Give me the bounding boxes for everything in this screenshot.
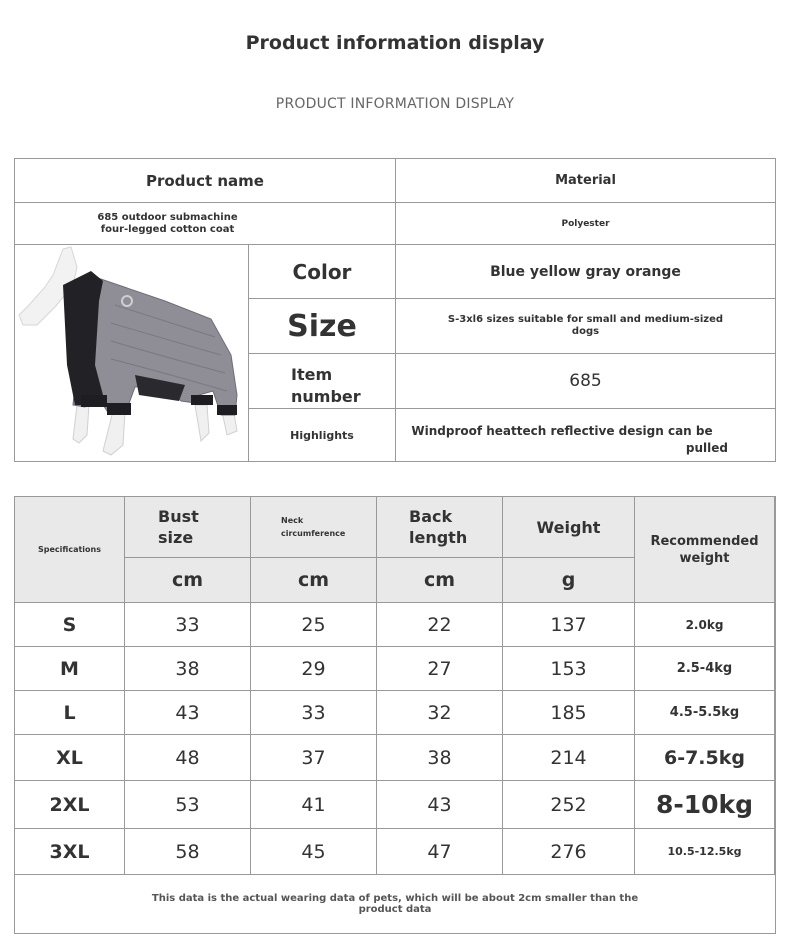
neck-header <box>251 497 377 558</box>
weight-unit: g <box>503 558 635 603</box>
bust-unit: cm <box>125 558 251 603</box>
table-cell-neck: 37 <box>251 735 377 781</box>
table-row-size: XL <box>15 735 125 781</box>
table-cell-bust: 53 <box>125 781 251 829</box>
table-row-size: 2XL <box>15 781 125 829</box>
table-cell-bust: 43 <box>125 691 251 735</box>
table-cell-bust: 58 <box>125 829 251 875</box>
table-cell-neck: 29 <box>251 647 377 691</box>
table-cell-back: 27 <box>377 647 503 691</box>
material-label: Material <box>555 173 616 188</box>
item-number-label <box>291 364 361 408</box>
table-cell-neck: 25 <box>251 603 377 647</box>
highlights-line2: pulled <box>685 441 728 455</box>
neck-line2: circumference <box>281 529 346 538</box>
item-label-line2: number <box>291 387 361 406</box>
item-label-line1: Item <box>291 365 333 384</box>
table-cell-weight: 137 <box>503 603 635 647</box>
table-cell-back: 47 <box>377 829 503 875</box>
size-label: Size <box>287 308 357 344</box>
table-cell-recommended: 2.5-4kg <box>635 647 775 691</box>
table-cell-recommended: 8-10kg <box>635 781 775 829</box>
size-value <box>396 299 775 353</box>
specifications-label: Specifications <box>15 497 125 603</box>
table-cell-recommended: 10.5-12.5kg <box>635 829 775 875</box>
weight-header: Weight <box>503 497 635 558</box>
table-cell-weight: 153 <box>503 647 635 691</box>
bust-line1: Bust <box>158 507 199 526</box>
table-cell-recommended: 2.0kg <box>635 603 775 647</box>
bust-header <box>125 497 251 558</box>
rec-line1: Recommended <box>650 533 759 549</box>
neck-line1: Neck <box>281 516 304 525</box>
table-cell-weight: 214 <box>503 735 635 781</box>
product-name-value <box>15 203 320 244</box>
product-name-line2: four-legged cotton coat <box>100 223 235 235</box>
table-cell-bust: 48 <box>125 735 251 781</box>
table-cell-bust: 38 <box>125 647 251 691</box>
page-subtitle: PRODUCT INFORMATION DISPLAY <box>275 96 515 112</box>
recommended-weight-header <box>635 497 775 603</box>
product-info-table <box>14 158 776 462</box>
product-name-line1: 685 outdoor submachine <box>97 211 238 223</box>
table-cell-weight: 276 <box>503 829 635 875</box>
table-row-size: 3XL <box>15 829 125 875</box>
color-value: Blue yellow gray orange <box>490 263 681 280</box>
highlights-value <box>396 423 728 457</box>
table-cell-bust: 33 <box>125 603 251 647</box>
size-value-line1: S-3xl6 sizes suitable for small and medium-sized <box>447 314 724 325</box>
table-cell-neck: 41 <box>251 781 377 829</box>
table-footnote <box>15 875 775 933</box>
page-title: Product information display <box>245 32 545 54</box>
back-line1: Back <box>409 507 453 526</box>
highlights-label: Highlights <box>290 428 354 442</box>
highlights-line1: Windproof heattech reflective design can be <box>411 424 713 438</box>
product-name-label: Product name <box>145 171 264 190</box>
footnote-line2: product data <box>358 904 432 915</box>
table-cell-back: 38 <box>377 735 503 781</box>
rec-line2: weight <box>679 550 730 566</box>
table-cell-neck: 33 <box>251 691 377 735</box>
table-cell-weight: 252 <box>503 781 635 829</box>
table-row-size: M <box>15 647 125 691</box>
back-length-header <box>377 497 503 558</box>
table-cell-recommended: 6-7.5kg <box>635 735 775 781</box>
back-line2: length <box>409 528 468 547</box>
back-unit: cm <box>377 558 503 603</box>
footnote-line1: This data is the actual wearing data of pets, which will be about 2cm smaller than the <box>151 893 639 904</box>
size-chart-table <box>14 496 776 934</box>
table-cell-back: 32 <box>377 691 503 735</box>
table-row-size: S <box>15 603 125 647</box>
neck-unit: cm <box>251 558 377 603</box>
table-row-size: L <box>15 691 125 735</box>
item-number-value: 685 <box>569 371 602 391</box>
bust-line2: size <box>158 528 194 547</box>
dog-coat-product-image <box>15 245 248 461</box>
table-cell-back: 22 <box>377 603 503 647</box>
table-cell-recommended: 4.5-5.5kg <box>635 691 775 735</box>
table-cell-neck: 45 <box>251 829 377 875</box>
color-label: Color <box>292 259 352 284</box>
table-cell-back: 43 <box>377 781 503 829</box>
size-value-line2: dogs <box>571 326 600 337</box>
material-value: Polyester <box>561 218 610 229</box>
table-cell-weight: 185 <box>503 691 635 735</box>
